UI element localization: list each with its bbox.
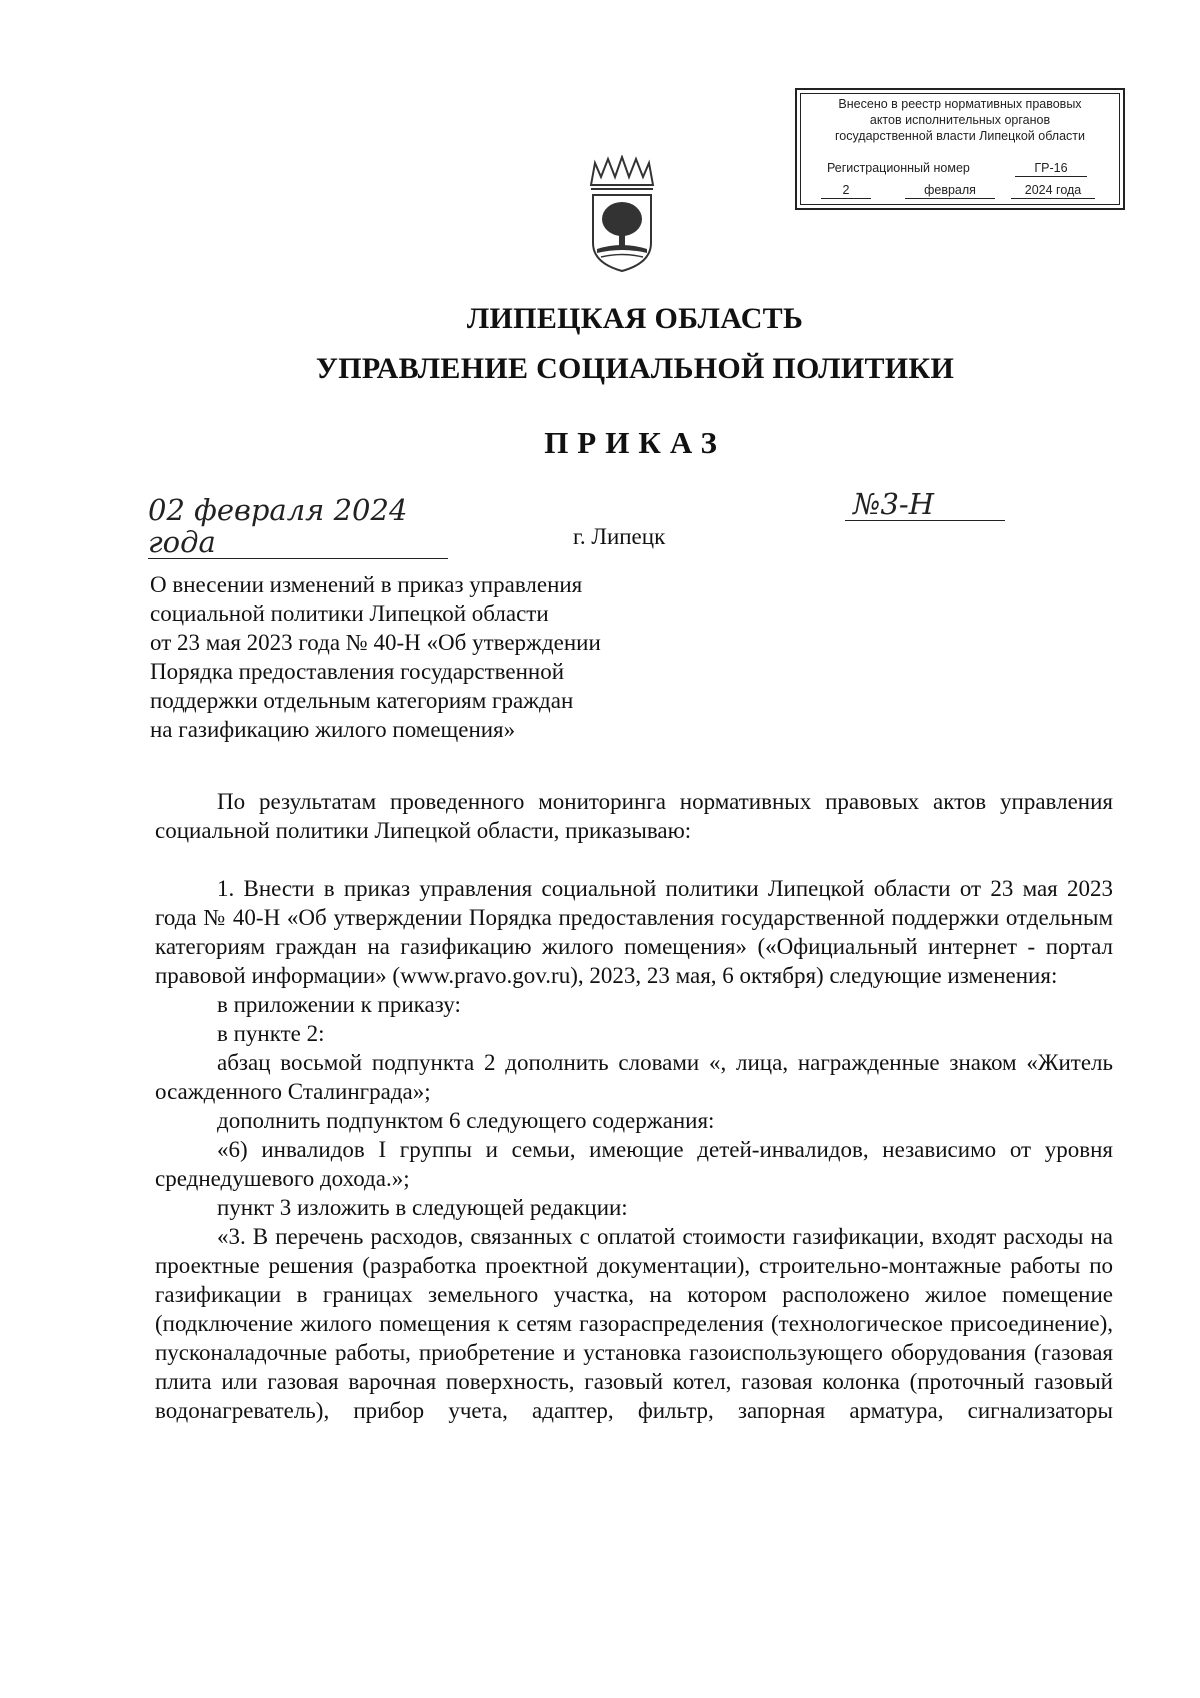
subject-line: О внесении изменений в приказ управления xyxy=(150,572,583,597)
registry-stamp xyxy=(795,88,1125,210)
body-line: в пункте 2: xyxy=(217,1021,325,1046)
handwritten-number: №3-Н xyxy=(845,488,1005,521)
stamp-line-2: актов исполнительных органов xyxy=(869,113,1051,127)
subject-line: поддержки отдельным категориям граждан xyxy=(150,688,574,713)
stamp-reg-number: ГР-16 xyxy=(1015,160,1087,177)
stamp-reg-label: Регистрационный номер xyxy=(827,161,970,175)
region-title: ЛИПЕЦКАЯ ОБЛАСТЬ xyxy=(466,302,804,335)
document-type-title: ПРИКАЗ xyxy=(544,425,726,460)
item-1-paragraph: 1. Внести в приказ управления социальной политики Липецкой области от 23 мая 2023 года № 40-Н «Об утверждении Порядка предоставления государственной поддержки отдельным категориям граждан на газификацию жилого помещения» («Официальный интернет - портал правовой информации» (www.pravo.gov.ru), 2023, 23 мая, 6 октября) следующие изменения: xyxy=(155,876,1113,988)
document-subject xyxy=(150,570,710,744)
handwritten-date: 02 февраля 2024 года xyxy=(148,494,448,559)
department-title: УПРАВЛЕНИЕ СОЦИАЛЬНОЙ ПОЛИТИКИ xyxy=(315,352,955,385)
stamp-date-year: 2024 года xyxy=(1011,182,1095,199)
city-label: г. Липецк xyxy=(573,524,666,549)
subject-line: социальной политики Липецкой области xyxy=(150,601,549,626)
body-line: в приложении к приказу: xyxy=(217,992,461,1017)
body-paragraph: «6) инвалидов I группы и семьи, имеющие детей-инвалидов, независимо от уровня среднедушевого дохода.»; xyxy=(155,1137,1113,1191)
coat-of-arms-icon xyxy=(587,155,657,275)
stamp-line-1: Внесено в реестр нормативных правовых xyxy=(838,97,1082,111)
body-paragraph: «3. В перечень расходов, связанных с оплатой стоимости газификации, входят расходы на проектные решения (разработка проектной документации), строительно-монтажные работы по газификации в границах земельного участка, на котором расположено жилое помещение (подключение жилого помещения к сетям газораспределения (технологическое присоединение), пусконаладочные работы, приобретение и установка газоиспользующего оборудования (газовая плита или газовая варочная поверхность, газовый котел, газовая колонка (проточный газовый водонагреватель), прибор учета, адаптер, фильтр, запорная арматура, сигнализаторы xyxy=(155,1224,1113,1423)
body-paragraph: абзац восьмой подпункта 2 дополнить словами «, лица, награжденные знаком «Житель осажденного Сталинграда»; xyxy=(155,1050,1113,1104)
body-line: пункт 3 изложить в следующей редакции: xyxy=(217,1195,628,1220)
document-body xyxy=(155,787,1113,1425)
body-line: дополнить подпунктом 6 следующего содержания: xyxy=(217,1108,715,1133)
stamp-date-day: 2 xyxy=(821,182,871,199)
stamp-date-month: февраля xyxy=(905,182,995,199)
subject-line: Порядка предоставления государственной xyxy=(150,659,565,684)
subject-line: на газификацию жилого помещения» xyxy=(150,717,516,742)
subject-line: от 23 мая 2023 года № 40-Н «Об утверждении xyxy=(150,630,601,655)
intro-paragraph: По результатам проведенного мониторинга нормативных правовых актов управления социальной политики Липецкой области, приказываю: xyxy=(155,789,1113,843)
stamp-line-3: государственной власти Липецкой области xyxy=(834,129,1086,143)
